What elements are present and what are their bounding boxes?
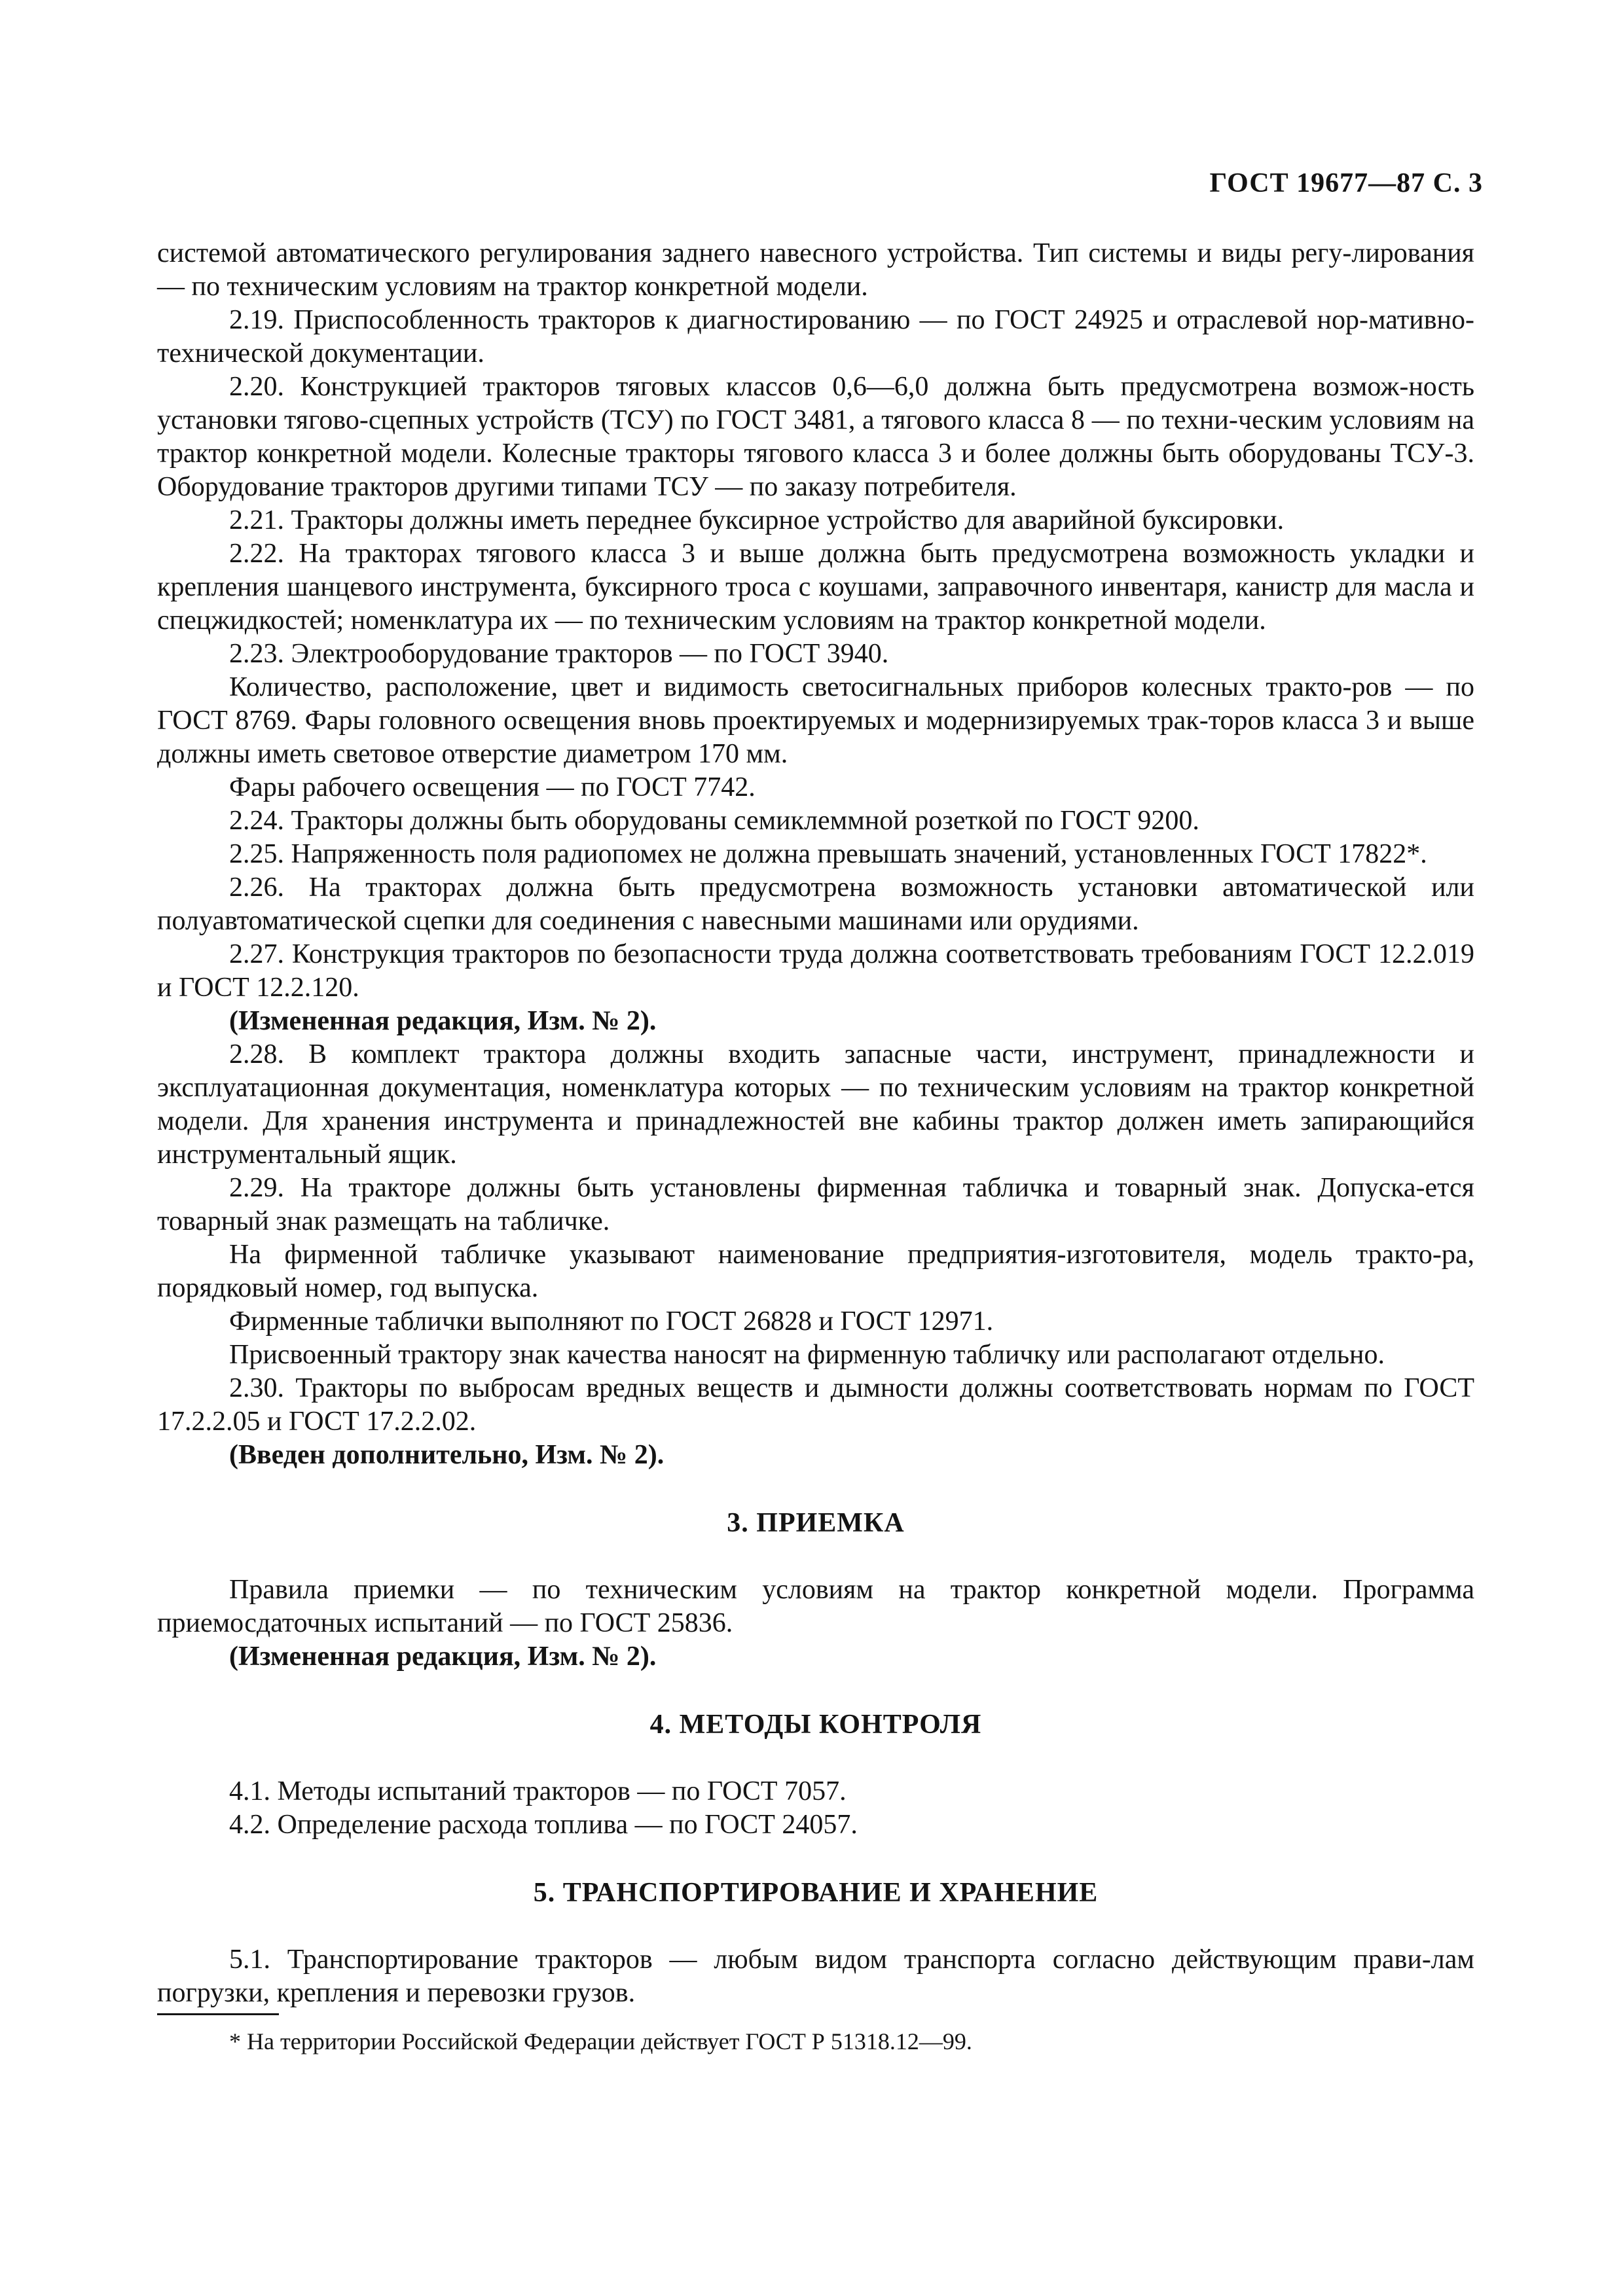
paragraph: Фирменные таблички выполняют по ГОСТ 26828 и ГОСТ 12971. [229,1306,994,1336]
paragraph: 4.1. Методы испытаний тракторов — по ГОСТ 7057. [229,1776,847,1806]
paragraph: Количество, расположение, цвет и видимость светосигнальных приборов колесных тракто-ров — по ГОСТ 8769. Фары головного освещения вновь проектируемых и модернизируемых трак-торов класса 3 и выше должны иметь световое отверстие диаметром 170 мм. [157,672,1474,769]
paragraph: Присвоенный трактору знак качества наносят на фирменную табличку или располагают отдельно. [229,1340,1385,1370]
section-heading: 3. ПРИЕМКА [727,1508,905,1538]
paragraph: 2.25. Напряженность поля радиопомех не должна превышать значений, установленных ГОСТ 17822*. [229,839,1427,869]
paragraph: Правила приемки — по техническим условиям на трактор конкретной модели. Программа приемосдаточных испытаний — по ГОСТ 25836. [157,1575,1474,1638]
paragraph: 2.26. На тракторах должна быть предусмотрена возможность установки автоматической или полуавтоматической сцепки для соединения с навесными машинами или орудиями. [157,872,1474,936]
paragraph: 2.24. Тракторы должны быть оборудованы семиклеммной розеткой по ГОСТ 9200. [229,806,1199,836]
paragraph: 2.23. Электрооборудование тракторов — по ГОСТ 3940. [229,639,889,669]
footnote: * На территории Российской Федерации действует ГОСТ Р 51318.12—99. [229,2028,972,2054]
paragraph: 2.27. Конструкция тракторов по безопасности труда должна соответствовать требованиям ГОСТ 12.2.019 и ГОСТ 12.2.120. [157,939,1474,1003]
section-heading: 4. МЕТОДЫ КОНТРОЛЯ [649,1710,982,1740]
page-header: ГОСТ 19677—87 С. 3 [1209,168,1483,198]
paragraph: 4.2. Определение расхода топлива — по ГОСТ 24057. [229,1810,858,1840]
paragraph: 2.21. Тракторы должны иметь переднее буксирное устройство для аварийной буксировки. [229,505,1285,535]
amendment-note: (Измененная редакция, Изм. № 2). [229,1006,657,1036]
paragraph: 5.1. Транспортирование тракторов — любым видом транспорта согласно действующим прави-лам погрузки, крепления и перевозки грузов. [157,1945,1474,2008]
paragraph: 2.22. На тракторах тягового класса 3 и выше должна быть предусмотрена возможность укладки и крепления шанцевого инструмента, буксирного троса с коушами, заправочного инвентаря, канистр для масла и спецжидкостей; номенклатура их — по техническим условиям на трактор конкретной модели. [157,539,1474,636]
paragraph: 2.30. Тракторы по выбросам вредных веществ и дымности должны соответствовать нормам по ГОСТ 17.2.2.05 и ГОСТ 17.2.2.02. [157,1373,1474,1437]
paragraph: 2.20. Конструкцией тракторов тяговых классов 0,6—6,0 должна быть предусмотрена возмож-ность установки тягово-сцепных устройств (ТСУ) по ГОСТ 3481, а тягового класса 8 — по техни-ческим условиям на трактор конкретной модели. Колесные тракторы тягового класса 3 и более должны быть оборудованы ТСУ-3. Оборудование тракторов другими типами ТСУ — по заказу потребителя. [157,372,1474,502]
amendment-note: (Измененная редакция, Изм. № 2). [229,1641,657,1672]
footnote-divider [157,2013,279,2015]
paragraph: системой автоматического регулирования заднего навесного устройства. Тип системы и виды регу-лирования — по техническим условиям на трактор конкретной модели. [157,238,1474,302]
paragraph: На фирменной табличке указывают наименование предприятия-изготовителя, модель тракто-ра, порядковый номер, год выпуска. [157,1240,1474,1303]
paragraph: 2.28. В комплект трактора должны входить запасные части, инструмент, принадлежности и эксплуатационная документация, номенклатура которых — по техническим условиям на трактор конкретной модели. Для хранения инструмента и принадлежностей вне кабины трактор должен иметь запирающийся инструментальный ящик. [157,1039,1474,1170]
document-body [157,237,1474,2010]
section-heading: 5. ТРАНСПОРТИРОВАНИЕ И ХРАНЕНИЕ [533,1878,1099,1908]
paragraph: Фары рабочего освещения — по ГОСТ 7742. [229,772,756,802]
paragraph: 2.19. Приспособленность тракторов к диагностированию — по ГОСТ 24925 и отраслевой нор-мативно-технической документации. [157,305,1474,368]
paragraph: 2.29. На тракторе должны быть установлены фирменная табличка и товарный знак. Допуска-ется товарный знак размещать на табличке. [157,1173,1474,1236]
amendment-note: (Введен дополнительно, Изм. № 2). [229,1440,665,1470]
